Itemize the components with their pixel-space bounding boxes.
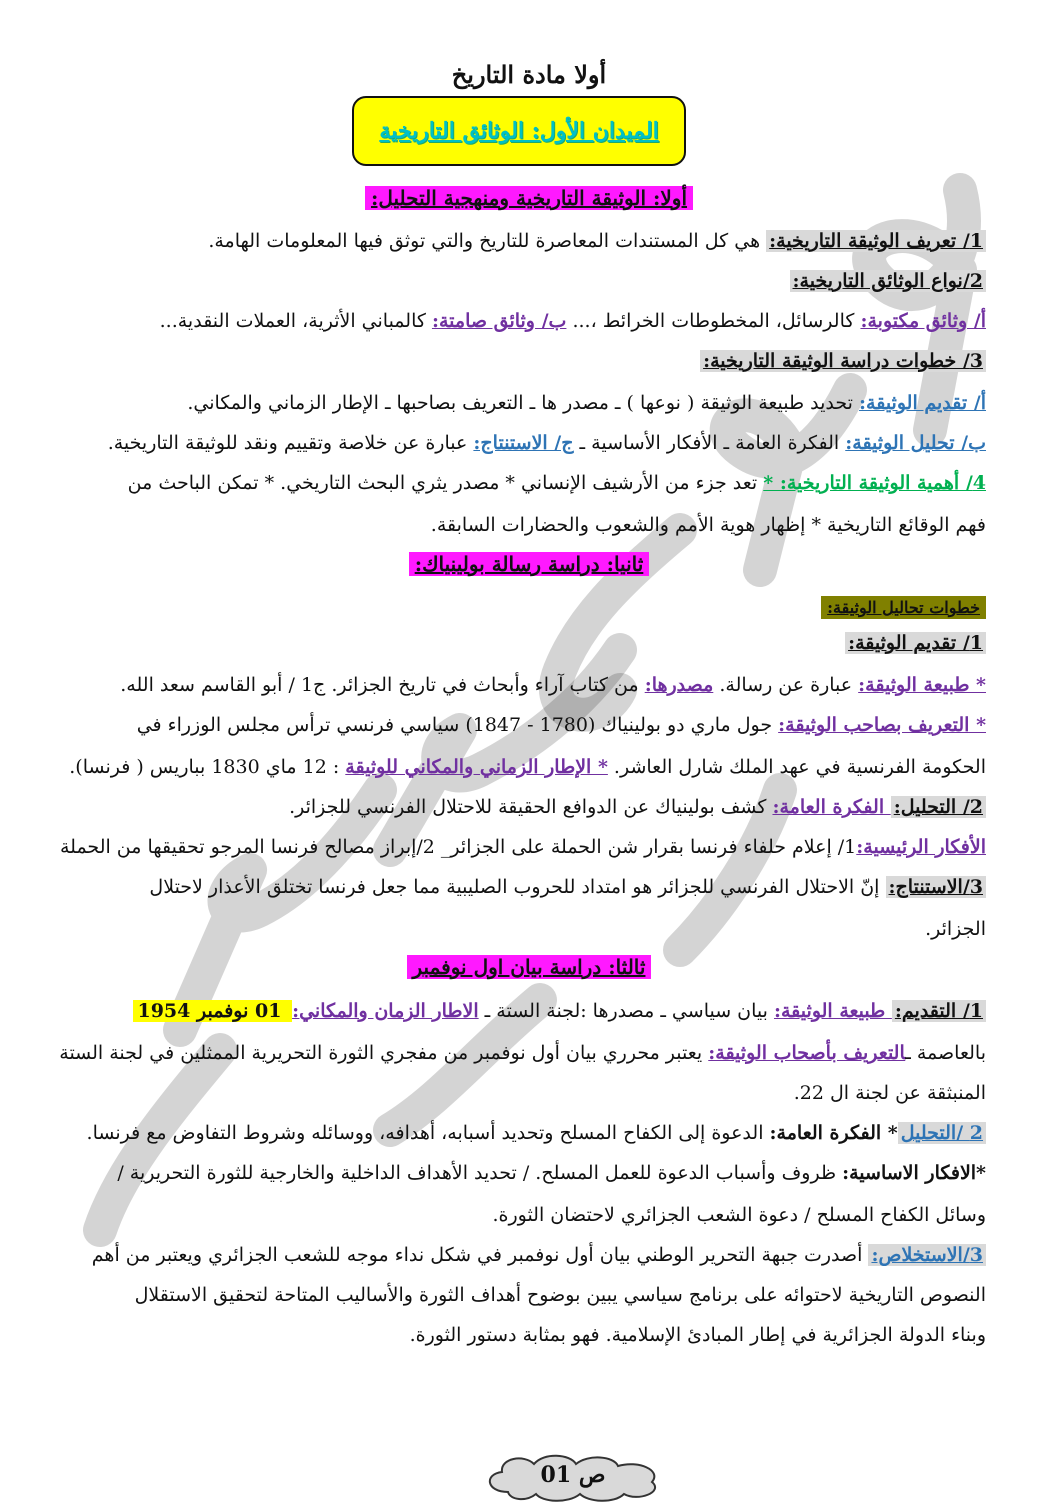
written-docs-text: كالرسائل، المخطوطات الخرائط ،... (566, 310, 861, 332)
s2-nature-text: عبارة عن رسالة. (713, 674, 859, 696)
steps-box-line (72, 592, 986, 623)
intro-line (72, 388, 986, 418)
s3-concl-line-3 (72, 1320, 986, 1350)
s2-frame-text: : 12 ماي 1830 بباريس ( فرنسا). (69, 756, 346, 778)
s2-analysis-label: 2/ التحليل: (891, 796, 986, 818)
s2-author-line-2 (69, 752, 986, 782)
s3-line2-a: بالعاصمة ـ (905, 1042, 986, 1064)
s3-main-line (72, 1158, 986, 1188)
s2-analysis-line (72, 792, 986, 822)
importance-label: 4/ أهمية الوثيقة التاريخية: * (763, 472, 986, 494)
s2-author-text: جول ماري دو بولينياك (1780 - 1847) سياسي فرنسي ترأس مجلس الوزراء في (136, 714, 779, 736)
s3-authors-label: التعريف بأصحاب الوثيقة: (708, 1042, 906, 1064)
analysis-label: ب/ تحليل الوثيقة: (845, 432, 986, 454)
silent-docs-label: ب/ وثائق صامتة: (431, 310, 567, 332)
s2-general-text: كشف بولينياك عن الدوافع الحقيقة للاحتلال الفرنسي للجزائر. (289, 796, 773, 818)
section1-title: أولا: الوثيقة التاريخية ومنهجية التحليل: (365, 186, 693, 210)
s2-frame-label: * الإطار الزماني والمكاني للوثيقة (345, 756, 608, 778)
analysis-line (72, 428, 986, 458)
s3-analysis-line (72, 1118, 986, 1148)
steps-line (72, 346, 986, 376)
s2-main-line (59, 832, 986, 862)
types-label: 2/نواع الوثائق التاريخية: (790, 270, 986, 292)
s3-nature-label: طبيعة الوثيقة: (773, 1000, 892, 1022)
s3-concl-line-2 (72, 1280, 986, 1310)
s2-concl-text-2: الجزائر. (925, 918, 986, 940)
section2-title: ثانيا: دراسة رسالة بولينياك: (409, 552, 650, 576)
importance-text: تعد جزء من الأرشيف الإنساني * مصدر يثري البحث التاريخي. * تمكن الباحث من (127, 472, 764, 494)
s2-main-text: 1/ إعلام حلفاء فرنسا بقرار شن الحملة على الجزائر_ 2/إبراز مصالح فرنسا المرجو تحقيقها من الحملة (59, 836, 857, 858)
s2-main-label: الأفكار الرئيسية: (856, 836, 986, 858)
s2-concl-label: 3/الاستنتاج: (886, 876, 986, 898)
s3-date-text: 01 نوفمبر 1954 (133, 1000, 292, 1022)
s2-nature-line (72, 670, 986, 700)
s3-concl-text-3: وبناء الدولة الجزائرية في إطار المبادئ الإسلامية. فهو بمثابة دستور الثورة. (409, 1324, 986, 1346)
s2-intro-line (72, 628, 986, 658)
s3-authors-text: يعتبر محرري بيان أول نوفمبر من مفجري الثورة التحريرية الممثلين في لجنة الستة (59, 1042, 709, 1064)
section1-title-row (0, 186, 1058, 210)
conclusion-text: عبارة عن خلاصة وتقييم ونقد للوثيقة التاريخية. (107, 432, 474, 454)
s2-concl-text: إنّ الاحتلال الفرنسي للجزائر هو امتداد للحروب الصليبية مما جعل فرنسا تختلق الأعذار لاحتلال (149, 876, 886, 898)
s3-intro-label: 1/ التقديم: (892, 1000, 986, 1022)
definition-line (72, 226, 986, 256)
intro-label: أ/ تقديم الوثيقة: (859, 392, 986, 414)
s3-analysis-label: 2 /التحليل (898, 1122, 986, 1144)
definition-label: 1/ تعريف الوثيقة التاريخية: (766, 230, 986, 252)
types-line (72, 266, 986, 296)
s3-nature-text: بيان سياسي ـ مصدرها :لجنة الستة ـ (478, 1000, 774, 1022)
s3-main-text-2: وسائل الكفاح المسلح / دعوة الشعب الجزائري لاحتضان الثورة. (492, 1204, 986, 1226)
importance-text-2: فهم الوقائع التاريخية * إظهار هوية الأمم والشعوب والحضارات السابقة. (430, 514, 986, 536)
s2-intro-label: 1/ تقديم الوثيقة: (845, 632, 986, 654)
field-title: الميدان الأول: الوثائق التاريخية (379, 118, 659, 144)
definition-text: هي كل المستندات المعاصرة للتاريخ والتي توثق فيها المعلومات الهامة. (208, 230, 767, 252)
analysis-text: الفكرة العامة ـ الأفكار الأساسية ـ (573, 432, 846, 454)
analysis-steps-box: خطوات تحاليل الوثيقة: (821, 596, 986, 619)
s3-concl-label: 3/الاستخلاص: (868, 1244, 986, 1266)
s2-source-text: من كتاب آراء وأبحاث في تاريخ الجزائر. ج1 / أبو القاسم سعد الله. (120, 674, 645, 696)
s3-main-label: *الافكار الاساسية: (842, 1162, 986, 1184)
types-detail-line (72, 306, 986, 336)
s3-concl-text-2: النصوص التاريخية لاحتوائه على برنامج سياسي يبين بوضوح أهداف الثورة والأساليب المتاحة لتحقيق الاستقلال (134, 1284, 986, 1306)
s3-frame-label: الاطار الزمان والمكاني: (292, 1000, 479, 1022)
s2-concl-line (72, 872, 986, 902)
s2-author-line (72, 710, 986, 740)
s3-authors-text-2: المنبثقة عن لجنة ال 22. (793, 1082, 986, 1104)
section3-title: ثالثا: دراسة بيان اول نوفمبر (407, 955, 652, 979)
s2-source-label: مصدرها: (644, 674, 714, 696)
s3-main-text: ظروف وأسباب الدعوة للعمل المسلح. / تحديد الأهداف الداخلية والخارجية للثورة التحريرية / (117, 1162, 843, 1184)
s2-nature-label: * طبيعة الوثيقة: (858, 674, 986, 696)
s2-general-label: الفكرة العامة: (772, 796, 891, 818)
s3-concl-line (72, 1240, 986, 1270)
s3-concl-text: أصدرت جبهة التحرير الوطني بيان أول نوفمبر في شكل نداء موجه للشعب الجزائري ويعتبر من أهم (91, 1244, 869, 1266)
s3-main-line-2 (72, 1200, 986, 1230)
s2-author-label: * التعريف بصاحب الوثيقة: (778, 714, 986, 736)
s2-author-text-2: الحكومة الفرنسية في عهد الملك شارل العاشر. (607, 756, 986, 778)
page-number: ص 01 (540, 1462, 606, 1488)
s3-general-text: الدعوة إلى الكفاح المسلح وتحديد أسبابه، أهدافه، ووسائله وشروط التفاوض مع فرنسا. (86, 1122, 770, 1144)
section3-title-row (0, 955, 1058, 979)
silent-docs-text: كالمباني الأثرية، العملات النقدية... (159, 310, 432, 332)
s3-authors-line-2 (72, 1078, 986, 1108)
written-docs-label: أ/ وثائق مكتوبة: (860, 310, 986, 332)
s3-intro-line (72, 996, 986, 1026)
s2-concl-line-2 (72, 914, 986, 944)
field-title-box (352, 96, 686, 166)
importance-line (72, 468, 986, 498)
conclusion-label: ج/ الاستنتاج: (473, 432, 574, 454)
subject-title: أولا مادة التاريخ (451, 60, 607, 89)
steps-label: 3/ خطوات دراسة الوثيقة التاريخية: (700, 350, 986, 372)
intro-text: تحديد طبيعة الوثيقة ( نوعها ) ـ مصدر ها ـ التعريف بصاحبها ـ الإطار الزماني والمكاني. (187, 392, 860, 414)
s3-general-label: * الفكرة العامة: (769, 1122, 898, 1144)
section2-title-row (0, 552, 1058, 576)
importance-line-2 (72, 510, 986, 540)
s3-authors-line (59, 1038, 986, 1068)
